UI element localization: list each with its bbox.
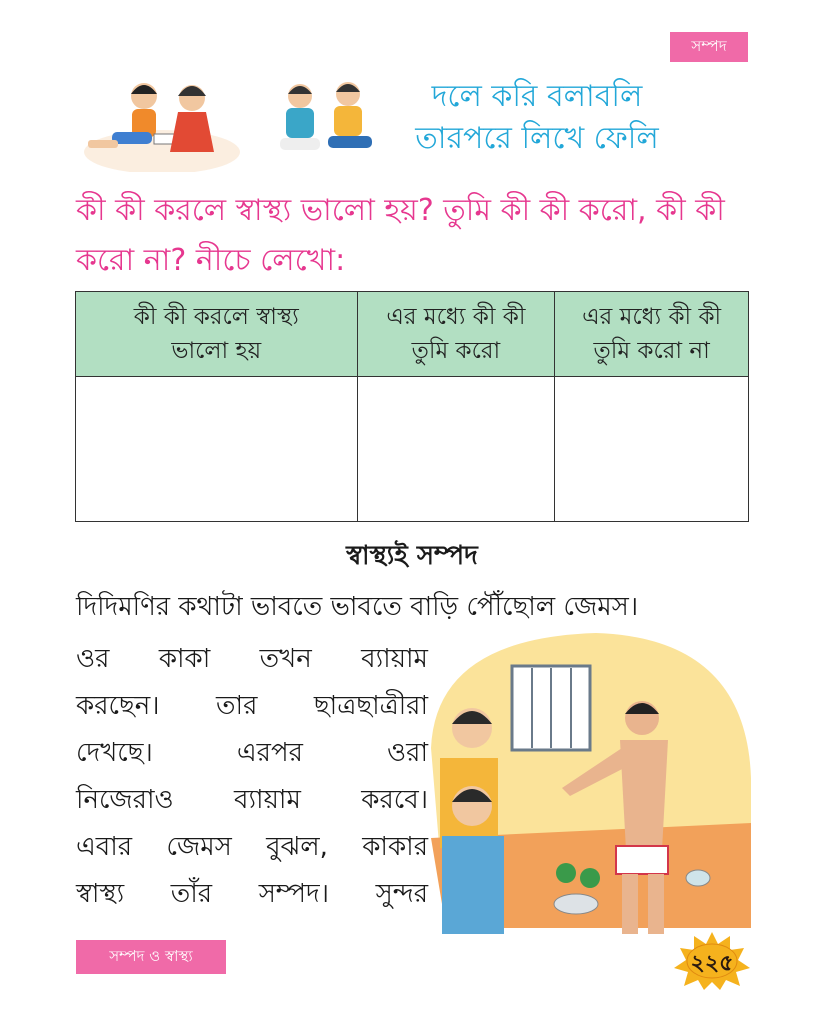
story-heading: স্বাস্থ্যই সম্পদ xyxy=(346,541,478,571)
story-line: করছেন। তার ছাত্রছাত্রীরা xyxy=(76,691,428,721)
story-line: এবার জেমস বুঝল, কাকার xyxy=(76,832,428,862)
uncle-exercise-illustration xyxy=(426,628,756,938)
header-line: তুমি করো xyxy=(411,338,501,364)
answer-cell[interactable] xyxy=(357,377,555,522)
activity-title xyxy=(402,76,672,160)
answer-cell[interactable] xyxy=(76,377,358,522)
page-number: ২২৫ xyxy=(690,951,734,976)
answer-table xyxy=(75,291,749,522)
table-header xyxy=(357,292,555,377)
footer-tag: সম্পদ ও স্বাস্থ্য xyxy=(76,940,226,974)
activity-title-line: দলে করি বলাবলি xyxy=(431,79,643,114)
story-line: দেখছে। এরপর ওরা xyxy=(76,738,428,768)
header-line: কী কী করলে স্বাস্থ্য xyxy=(133,304,299,330)
chapter-tag: সম্পদ xyxy=(670,32,748,62)
header-line: এর মধ্যে কী কী xyxy=(582,304,722,330)
story-paragraph xyxy=(76,636,428,918)
story-line: ওর কাকা তখন ব্যায়াম xyxy=(76,644,428,674)
children-talking-illustration xyxy=(266,72,386,172)
header-line: ভালো হয় xyxy=(171,338,262,364)
table-header xyxy=(76,292,358,377)
question-text: কী কী করলে স্বাস্থ্য ভালো হয়? তুমি কী কী করো, কী কী করো না? নীচে লেখো: xyxy=(76,193,725,278)
table-header xyxy=(555,292,749,377)
story-first-line: দিদিমণির কথাটা ভাবতে ভাবতে বাড়ি পৌঁছোল জেমস। xyxy=(76,592,639,622)
children-reading-illustration xyxy=(82,72,242,172)
answer-cell[interactable] xyxy=(555,377,749,522)
story-line: নিজেরাও ব্যায়াম করবে। xyxy=(76,785,428,815)
header-line: তুমি করো না xyxy=(593,338,710,364)
story-line: স্বাস্থ্য তাঁর সম্পদ। সুন্দর xyxy=(76,879,428,909)
header-line: এর মধ্যে কী কী xyxy=(386,304,526,330)
activity-title-line: তারপরে লিখে ফেলি xyxy=(415,121,659,156)
